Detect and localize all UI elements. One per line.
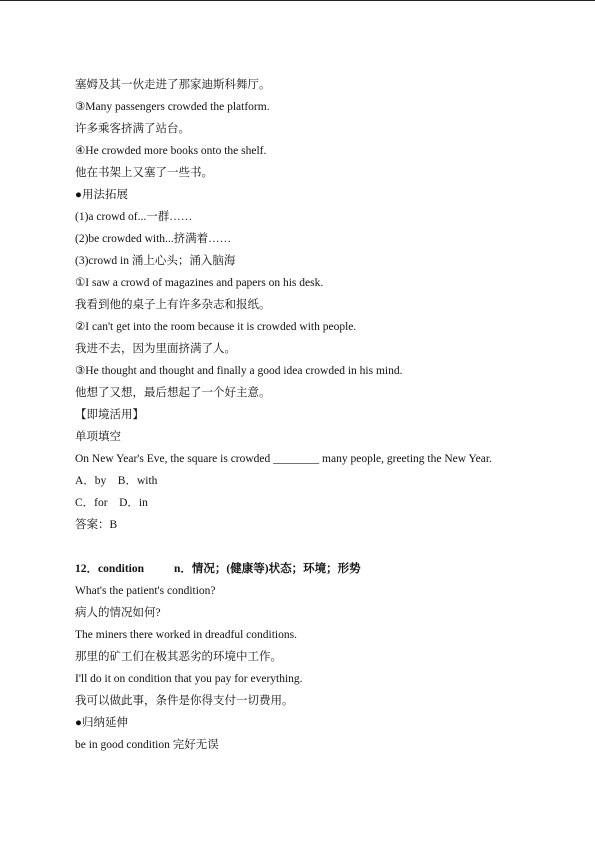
example-sentence: ③He thought and thought and finally a good idea crowded in his mind. (75, 365, 403, 377)
exercise-answer: 答案：B (75, 519, 118, 531)
translation-line: 病人的情况如何? (75, 607, 161, 619)
section-label-summary: ●归纳延伸 (75, 717, 128, 729)
translation-line: 我进不去，因为里面挤满了人。 (75, 343, 236, 355)
top-border-line (0, 0, 595, 1)
translation-line: 许多乘客挤满了站台。 (75, 123, 190, 135)
example-sentence: ②I can't get into the room because it is crowded with people. (75, 321, 357, 333)
example-sentence: What's the patient's condition? (75, 585, 216, 597)
translation-line: 我可以做此事，条件是你得支付一切费用。 (75, 695, 294, 707)
example-sentence: I'll do it on condition that you pay for everything. (75, 673, 303, 685)
blank-line (75, 536, 555, 558)
usage-item: (1)a crowd of...一群…… (75, 211, 193, 223)
usage-item: (3)crowd in 涌上心头；涌入脑海 (75, 255, 236, 267)
exercise-question: On New Year's Eve, the square is crowded ________ many people, greeting the New Year. (75, 453, 492, 465)
exercise-options: C．for D．in (75, 497, 148, 509)
translation-line: 那里的矿工们在极其恶劣的环境中工作。 (75, 651, 282, 663)
section-label-usage-extension: ●用法拓展 (75, 189, 128, 201)
exercise-type: 单项填空 (75, 431, 121, 443)
vocab-word: 12．condition (75, 563, 145, 575)
example-sentence: ③Many passengers crowded the platform. (75, 101, 270, 113)
usage-item: (2)be crowded with...挤满着…… (75, 233, 232, 245)
usage-item: be in good condition 完好无误 (75, 739, 219, 751)
example-sentence: ④He crowded more books onto the shelf. (75, 145, 267, 157)
vocab-definition: n．情况；(健康等)状态；环境；形势 (174, 563, 361, 575)
example-sentence: The miners there worked in dreadful conditions. (75, 629, 297, 641)
section-label-practice: 【即境活用】 (75, 409, 144, 421)
example-sentence: ①I saw a crowd of magazines and papers on his desk. (75, 277, 324, 289)
translation-line: 我看到他的桌子上有许多杂志和报纸。 (75, 299, 271, 311)
vocab-heading (75, 558, 555, 580)
document-body (75, 74, 555, 756)
exercise-options: A．by B．with (75, 475, 158, 487)
translation-line: 他想了又想，最后想起了一个好主意。 (75, 387, 271, 399)
translation-line: 他在书架上又塞了一些书。 (75, 167, 213, 179)
text-line: 塞姆及其一伙走进了那家迪斯科舞厅。 (75, 79, 271, 91)
